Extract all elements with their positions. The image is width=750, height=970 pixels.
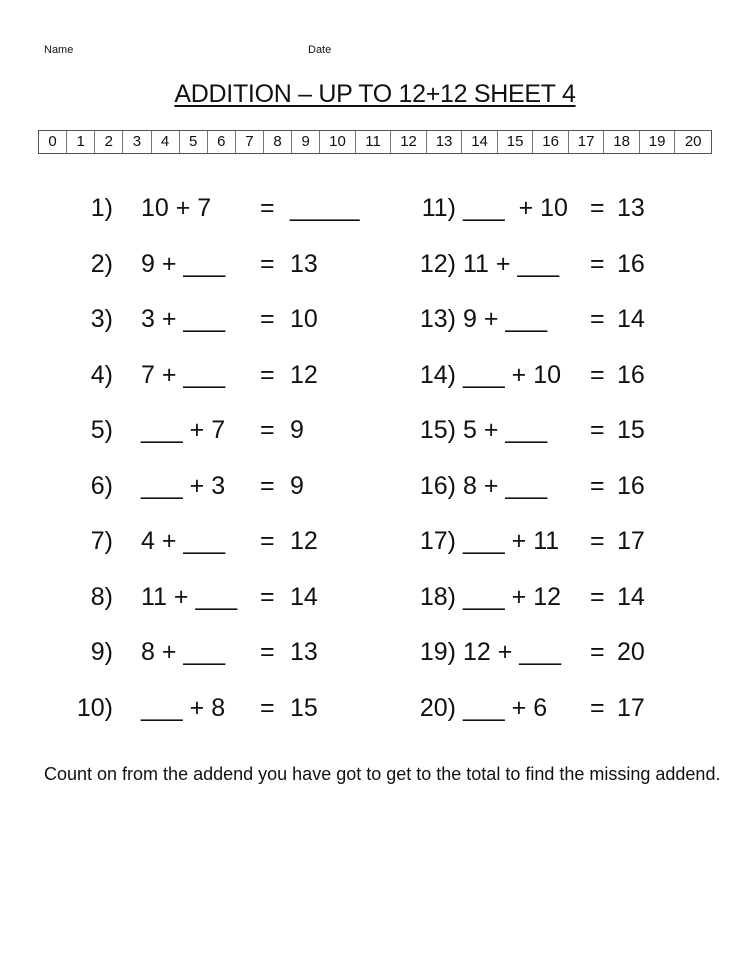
equals-sign: = (260, 693, 275, 722)
equals-sign: = (590, 416, 605, 444)
problem-answer: 16 (617, 471, 645, 500)
number-line (38, 130, 712, 154)
number-line-cell: 8 (264, 131, 292, 153)
problem-number: 18) (419, 582, 456, 611)
problem-expression: ___ + 10 (463, 194, 568, 222)
problem-number: 14) (419, 360, 456, 389)
problem-answer: 10 (290, 305, 318, 333)
problem-answer: 20 (617, 638, 645, 666)
problem-number: 3) (90, 305, 113, 333)
number-line-cell: 9 (292, 131, 320, 153)
problem-number: 16) (419, 471, 456, 500)
number-line-cell: 7 (236, 131, 264, 153)
problem-answer: 16 (617, 249, 645, 278)
equals-sign: = (260, 471, 275, 500)
number-line-cell: 17 (569, 131, 605, 153)
equals-sign: = (590, 582, 605, 611)
number-line-cell: 10 (320, 131, 356, 153)
problem-number: 15) (419, 416, 456, 444)
problem-number: 9) (90, 638, 113, 666)
problem-answer: 13 (290, 249, 318, 278)
number-line-cell: 14 (462, 131, 498, 153)
problem-answer: 9 (290, 416, 304, 444)
problem-number: 7) (90, 527, 113, 555)
problem-expression: ___ + 8 (141, 693, 226, 722)
number-line-cell: 6 (208, 131, 236, 153)
problem-expression: 8 + ___ (141, 638, 226, 666)
number-line-cell: 13 (427, 131, 463, 153)
name-label: Name (44, 44, 74, 56)
problem-row (0, 471, 750, 501)
problem-answer: 15 (290, 693, 318, 722)
problem-expression: ___ + 7 (141, 416, 226, 444)
problem-number: 6) (90, 471, 113, 500)
equals-sign: = (590, 249, 605, 278)
problem-expression: 4 + ___ (141, 527, 226, 555)
number-line-cell: 2 (95, 131, 123, 153)
equals-sign: = (590, 305, 605, 333)
equals-sign: = (260, 249, 275, 278)
number-line-cell: 5 (180, 131, 208, 153)
problem-expression: ___ + 3 (141, 471, 226, 500)
problem-row (0, 304, 750, 334)
problem-answer: 14 (617, 305, 645, 333)
problem-number: 8) (90, 582, 113, 611)
instructions: Count on from the addend you have got to get to the total to find the missing addend. (44, 764, 721, 784)
problem-expression: 9 + ___ (141, 249, 226, 278)
equals-sign: = (590, 360, 605, 389)
problem-expression: 3 + ___ (141, 305, 226, 333)
problem-answer: 12 (290, 360, 318, 389)
problem-answer: 14 (617, 582, 645, 611)
problem-answer: 14 (290, 582, 318, 611)
equals-sign: = (590, 527, 605, 555)
equals-sign: = (260, 582, 275, 611)
problem-answer: 15 (617, 416, 645, 444)
number-line-cell: 12 (391, 131, 427, 153)
problem-expression: 12 + ___ (463, 638, 562, 666)
number-line-cell: 4 (152, 131, 180, 153)
problem-row (0, 693, 750, 723)
equals-sign: = (590, 194, 605, 222)
problem-row (0, 360, 750, 390)
problem-number: 10) (76, 693, 113, 722)
equals-sign: = (260, 416, 275, 444)
problem-row (0, 526, 750, 556)
problem-answer: 13 (617, 194, 645, 222)
problem-expression: ___ + 6 (463, 693, 548, 722)
problem-answer: 13 (290, 638, 318, 666)
problem-number: 17) (419, 527, 456, 555)
equals-sign: = (260, 638, 275, 666)
problem-expression: ___ + 11 (463, 527, 560, 555)
problem-row (0, 193, 750, 223)
problem-expression: 11 + ___ (463, 249, 560, 278)
problem-answer: 16 (617, 360, 645, 389)
problem-expression: 11 + ___ (141, 582, 238, 611)
number-line-cell: 1 (67, 131, 95, 153)
equals-sign: = (590, 693, 605, 722)
number-line-cell: 0 (39, 131, 67, 153)
problem-answer: 17 (617, 693, 645, 722)
problem-expression: 9 + ___ (463, 305, 548, 333)
problem-row (0, 582, 750, 612)
number-line-cell: 16 (533, 131, 569, 153)
problem-answer: 12 (290, 527, 318, 555)
problem-number: 11) (421, 194, 456, 222)
number-line-cell: 19 (640, 131, 676, 153)
problem-row (0, 415, 750, 445)
problem-number: 13) (419, 305, 456, 333)
problem-expression: 10 + 7 (141, 194, 212, 222)
problem-expression: 5 + ___ (463, 416, 548, 444)
number-line-cell: 11 (356, 131, 392, 153)
date-label: Date (308, 44, 332, 56)
problem-number: 2) (90, 249, 113, 278)
number-line-cell: 18 (604, 131, 640, 153)
number-line-cell: 3 (123, 131, 151, 153)
problem-number: 19) (419, 638, 456, 666)
number-line-cell: 20 (684, 133, 702, 150)
problem-expression: ___ + 12 (463, 582, 562, 611)
equals-sign: = (590, 471, 605, 500)
problem-answer: _____ (290, 194, 360, 222)
problem-number: 20) (419, 693, 456, 722)
problem-number: 5) (90, 416, 113, 444)
problem-number: 4) (90, 360, 113, 389)
number-line-cell: 15 (498, 131, 534, 153)
equals-sign: = (260, 360, 275, 389)
problem-answer: 9 (290, 471, 304, 500)
equals-sign: = (260, 305, 275, 333)
equals-sign: = (260, 194, 275, 222)
problem-row (0, 637, 750, 667)
problem-number: 1) (90, 194, 113, 222)
problem-expression: 8 + ___ (463, 471, 548, 500)
problem-expression: ___ + 10 (463, 360, 562, 389)
problem-answer: 17 (617, 527, 645, 555)
problem-number: 12) (419, 249, 456, 278)
problem-expression: 7 + ___ (141, 360, 226, 389)
equals-sign: = (260, 527, 275, 555)
problem-row (0, 249, 750, 279)
worksheet-title: ADDITION – UP TO 12+12 SHEET 4 (174, 80, 576, 108)
equals-sign: = (590, 638, 605, 666)
